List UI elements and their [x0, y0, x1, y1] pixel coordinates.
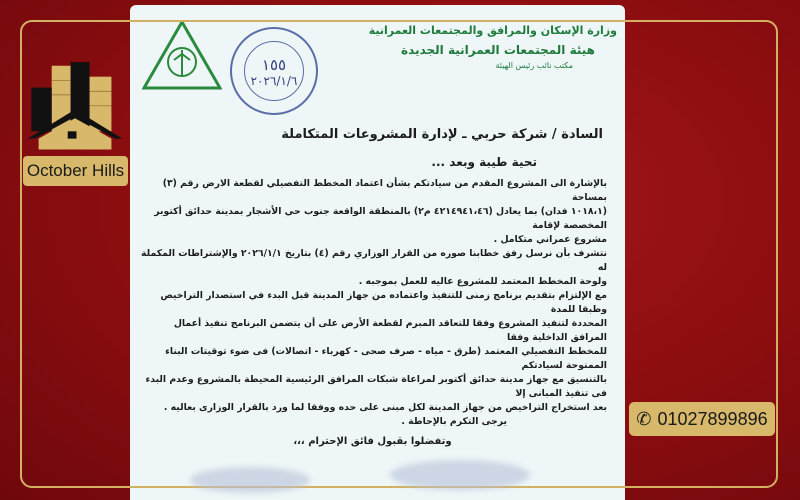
signature-blur: [390, 460, 530, 490]
official-stamp: [230, 27, 318, 115]
stamp-number: ١٥٥: [261, 56, 287, 74]
body-line: ولوحة المخطط المعتمد للمشروع عاليه للعمل بموجبه .: [358, 276, 607, 287]
stamp-date: ٢٠٢٦/١/٦: [250, 74, 298, 88]
body-line: يرجى التكرم بالإحاطة .: [401, 416, 507, 427]
phone-icon: ✆: [636, 408, 652, 429]
october-hills-logo-icon: [24, 58, 126, 150]
signature-blur: [190, 467, 310, 493]
closing: وتفضلوا بقبول فائق الإحترام ،،،: [293, 436, 452, 447]
body-line: (١٠١٨،١ فدان) بما يعادل (٤٢١٤٩٤١،٤٦ م٢) بالمنطقة الواقعة جنوب حي الأشجار بمدينة حدائق أكتوبر المخصصة لإقامة: [154, 206, 607, 231]
body-line: بالإشارة الى المشروع المقدم من سيادتكم بشأن اعتماد المخطط التفصيلي لقطعة الارض رقم (٣) بمساحة: [162, 178, 607, 203]
body-line: بالتنسيق مع جهاز مدينة حدائق أكتوبر لمراعاة شبكات المرافق الرئيسية المحيطة بالمشروع وعدم البدء فى تنفيذ المبانى إلا: [145, 374, 607, 399]
body-line: بعد استخراج التراخيص من جهاز المدينة لكل مبنى على حده ووفقا لما ورد بالقرار الوزارى بعاليه .: [163, 402, 607, 413]
salutation: السادة / شركة حربي ـ لإدارة المشروعات المتكاملة: [281, 127, 603, 142]
body-line: مع الإلتزام بتقديم برنامج زمنى للتنفيذ واعتماده من جهاز المدينة قبل البدء في استصدار التراخيص وطبقا للمدة: [160, 290, 607, 315]
ministry-name: وزارة الإسكان والمرافق والمجتمعات العمرانية: [368, 24, 617, 37]
authority-name: هيئة المجتمعات العمرانية الجديدة: [401, 43, 595, 57]
letter-document: [130, 5, 625, 500]
authority-emblem-icon: [142, 20, 222, 90]
body-line: المحددة لتنفيذ المشروع وفقا للتعاقد المبرم لقطعة الأرض على أن يتضمن البرنامج تنفيذ أعمال المرافق الداخلية وفقا: [173, 318, 607, 343]
office-name: مكتب نائب رئيس الهيئة: [495, 61, 573, 70]
body-line: نتشرف بأن نرسل رفق خطابنا صوره من القرار الوزاري رقم (٤) بتاريخ ٢٠٢٦/١/١ والإشتراطات المكملة له: [141, 248, 607, 273]
greeting: تحية طيبة وبعد ...: [431, 155, 537, 169]
phone-number: 01027899896: [657, 408, 768, 429]
phone-badge[interactable]: [629, 402, 775, 436]
body-line: للمخطط التفصيلي المعتمد (طرق - مياه - صرف صحى - كهرباء - اتصالات) فى ضوء توقيتات البناء الممنوحة لسيادتكم: [165, 346, 607, 371]
letter-body: [138, 177, 607, 449]
brand-label: October Hills: [23, 156, 128, 186]
body-line: مشروع عمراني متكامل .: [493, 234, 607, 245]
